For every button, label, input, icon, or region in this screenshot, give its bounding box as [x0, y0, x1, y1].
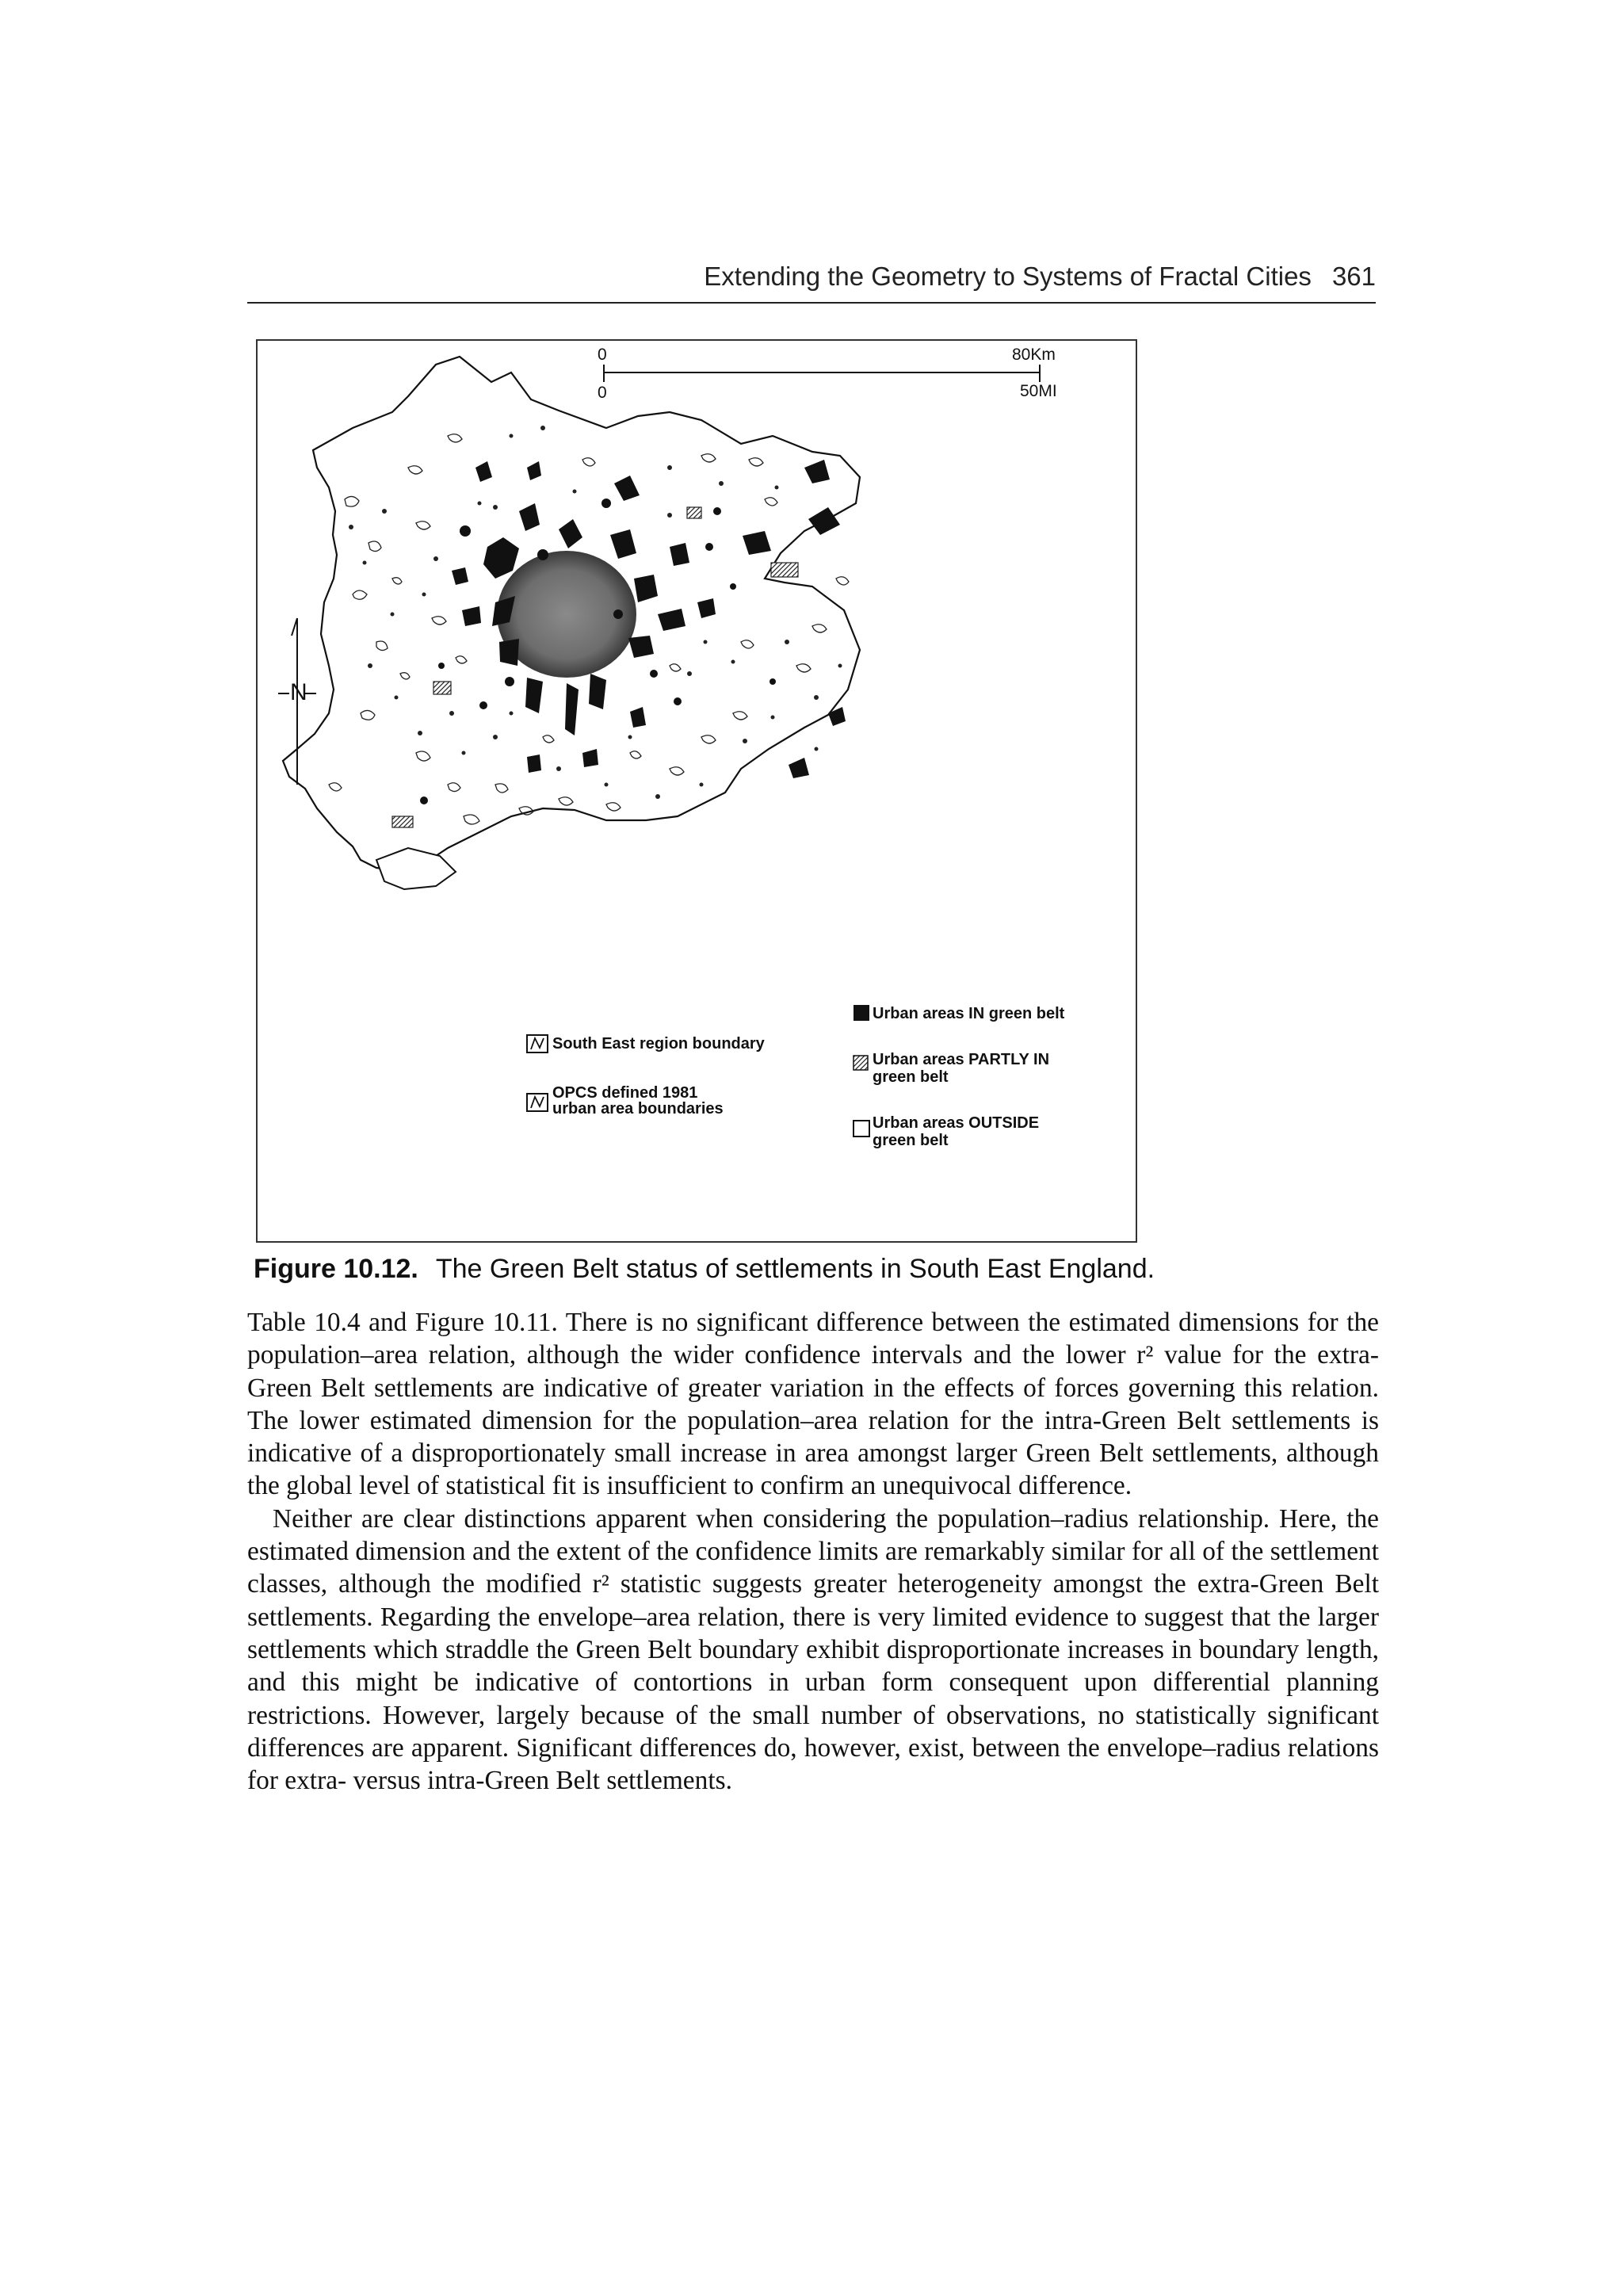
- page-number: 361: [1331, 262, 1376, 291]
- legend-region-boundary: South East region boundary: [552, 1035, 765, 1052]
- paragraph-1: Table 10.4 and Figure 10.11. There is no significant difference between the estimated dimensions for the population–area relation, although the wider confidence intervals and the lower r² value for the extra-Green Belt settlements are indicative of greater variation in the effects of forces governing this relation. The lower estimated dimension for the population–area relation for the intra-Green Belt settlements is indicative of a disproportionately small increase in area amongst larger Green Belt settlements, although the global level of statistical fit is insufficient to confirm an unequivocal difference.: [247, 1308, 1379, 1501]
- scale-zero-top: 0: [598, 346, 607, 364]
- partly-in-legend-swatch: [854, 1056, 868, 1070]
- running-title: Extending the Geometry to Systems of Fractal Cities: [704, 262, 1312, 291]
- caption-text: The Green Belt status of settlements in South East England.: [435, 1254, 1155, 1284]
- body-text: [247, 1306, 1379, 1797]
- legend-opcs-line2: urban area boundaries: [552, 1100, 724, 1117]
- scale-zero-bottom: 0: [598, 384, 607, 402]
- scale-mi-label: 50MI: [1020, 382, 1057, 400]
- legend-outside-line2: green belt: [873, 1132, 949, 1149]
- figure-10-12: [256, 339, 1137, 1243]
- region-boundary-legend-icon: [527, 1035, 548, 1052]
- figure-caption: [254, 1254, 1395, 1285]
- opcs-boundaries-legend-icon: [527, 1094, 548, 1111]
- running-header: [247, 262, 1376, 308]
- north-label: N: [290, 679, 307, 705]
- scale-bar: [604, 365, 1040, 382]
- legend-partly-line1: Urban areas PARTLY IN: [873, 1051, 1050, 1068]
- running-header-text: [704, 262, 1376, 292]
- legend-partly-line2: green belt: [873, 1068, 949, 1086]
- caption-label: Figure 10.12.: [254, 1254, 418, 1284]
- header-rule: [247, 302, 1376, 304]
- legend-in-green-belt: Urban areas IN green belt: [873, 1005, 1065, 1022]
- in-green-belt-legend-swatch: [854, 1005, 869, 1021]
- scale-km-label: 80Km: [1012, 346, 1056, 364]
- paragraph-2: Neither are clear distinctions apparent when considering the population–radius relationship. Here, the estimated dimension and the extent of the confidence limits are remarkably similar for all of the settlement classes, although the modified r² statistic suggests greater heterogeneity amongst the extra-Green Belt settlements. Regarding the envelope–area relation, there is very limited evidence to suggest that the larger settlements which straddle the Green Belt boundary exhibit disproportionate increases in boundary length, and this might be indicative of contortions in urban form consequent upon differential planning restrictions. However, largely because of the small number of observations, no statistically significant differences are apparent. Significant differences do, however, exist, between the envelope–radius relations for extra- versus intra-Green Belt settlements.: [247, 1503, 1379, 1796]
- legend-opcs-line1: OPCS defined 1981: [552, 1084, 698, 1102]
- legend-outside-line1: Urban areas OUTSIDE: [873, 1114, 1040, 1132]
- outside-legend-swatch: [854, 1121, 869, 1137]
